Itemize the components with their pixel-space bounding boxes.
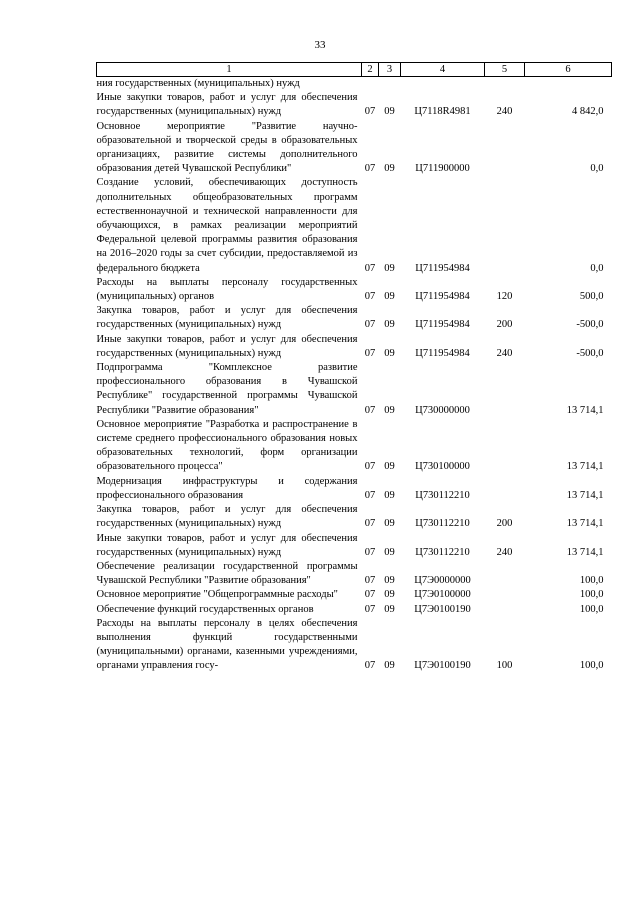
row-expense-type-cell <box>485 418 525 475</box>
row-target-article-cell: Ц730000000 <box>415 404 470 416</box>
row-subsection-cell <box>379 77 401 92</box>
row-amount-cell: 13 714,1 <box>566 489 604 501</box>
column-header-target-article: 4 <box>401 63 485 77</box>
row-expense-type-cell <box>485 361 525 418</box>
row-section-cell: 07 <box>364 404 376 416</box>
column-header-subsection: 3 <box>379 63 401 77</box>
row-subsection-cell: 09 <box>384 106 395 118</box>
page-number: 33 <box>314 39 326 51</box>
row-target-article-cell: Ц7Э0100190 <box>414 660 471 672</box>
row-amount-cell: 500,0 <box>579 291 604 303</box>
row-amount-cell: 13 714,1 <box>566 404 604 416</box>
row-name-cell: Иные закупки товаров, работ и услуг для обеспечения государственных (муниципальных) нужд <box>96 333 358 359</box>
row-expense-type-cell <box>485 588 525 602</box>
table-row <box>97 588 612 602</box>
table-row <box>97 276 612 304</box>
row-section-cell: 07 <box>364 518 376 530</box>
budget-table <box>96 62 612 674</box>
row-name-cell: Расходы на выплаты персоналу государственных (муниципальных) органов <box>96 276 358 303</box>
table-row <box>97 418 612 475</box>
row-name-cell: Создание условий, обеспечивающих доступность дополнительных общеобразовательных программ естественнонаучной и технической направленности для обучающихся, в рамках реализации мероприятий Федеральной целевой программы развития образования на 2016–2020 годы за счет субсидии, предоставляемой из федерального бюджета <box>96 177 358 274</box>
row-target-article-cell: Ц730112210 <box>415 546 470 558</box>
row-name-cell: Основное мероприятие "Развитие научно-образовательной и творческой среды в образовательных организациях, развитие системы дополнительного образования детей Чувашской Республики" <box>96 120 358 175</box>
row-name-cell: ния государственных (муниципальных) нужд <box>96 78 300 89</box>
row-name-cell: Закупка товаров, работ и услуг для обеспечения государственных (муниципальных) нужд <box>96 305 358 331</box>
row-expense-type-cell: 240 <box>496 106 513 118</box>
table-row <box>97 603 612 617</box>
row-expense-type-cell <box>485 120 525 177</box>
row-subsection-cell: 09 <box>384 319 395 331</box>
row-target-article-cell: Ц730100000 <box>415 461 470 473</box>
row-target-article-cell: Ц7118R4981 <box>414 106 471 118</box>
table-row <box>97 304 612 332</box>
row-target-article-cell <box>401 77 485 92</box>
row-section-cell: 07 <box>364 660 376 672</box>
row-name-cell: Основное мероприятие "Общепрограммные расходы" <box>96 589 338 601</box>
column-header-amount: 6 <box>525 63 612 77</box>
row-expense-type-cell <box>485 560 525 588</box>
table-row <box>97 617 612 674</box>
column-header-name: 1 <box>97 63 362 77</box>
row-expense-type-cell: 100 <box>496 660 513 672</box>
table-row <box>97 503 612 531</box>
row-target-article-cell: Ц7Э0100000 <box>414 589 471 601</box>
table-row <box>97 560 612 588</box>
row-subsection-cell: 09 <box>384 589 395 601</box>
row-section-cell: 07 <box>364 319 376 331</box>
row-target-article-cell: Ц711954984 <box>415 319 470 331</box>
table-row <box>97 475 612 503</box>
row-expense-type-cell: 240 <box>496 546 513 558</box>
row-subsection-cell: 09 <box>384 518 395 530</box>
table-row <box>97 120 612 177</box>
row-amount-cell: 100,0 <box>579 575 604 587</box>
row-amount-cell: 13 714,1 <box>566 518 604 530</box>
table-header-row <box>97 63 612 77</box>
row-section-cell: 07 <box>364 489 376 501</box>
row-expense-type-cell <box>485 77 525 92</box>
row-expense-type-cell <box>485 475 525 503</box>
row-amount-cell: -500,0 <box>576 319 604 331</box>
row-amount-cell: 4 842,0 <box>572 106 604 118</box>
row-expense-type-cell: 200 <box>496 518 513 530</box>
row-target-article-cell: Ц730112210 <box>415 489 470 501</box>
table-row <box>97 77 612 92</box>
row-subsection-cell: 09 <box>384 546 395 558</box>
row-target-article-cell: Ц7Э0000000 <box>414 575 471 587</box>
table-row <box>97 91 612 119</box>
row-section-cell: 07 <box>364 461 376 473</box>
row-name-cell: Расходы на выплаты персоналу в целях обеспечения выполнения функций государственными (муниципальными) органами, казенными учреждениями, органами управления госу- <box>96 617 358 672</box>
row-subsection-cell: 09 <box>384 660 395 672</box>
row-amount-cell: 100,0 <box>579 603 604 615</box>
row-subsection-cell: 09 <box>384 575 395 587</box>
table-body <box>97 77 612 674</box>
table-row <box>97 333 612 361</box>
row-subsection-cell: 09 <box>384 489 395 501</box>
row-target-article-cell: Ц711954984 <box>415 262 470 274</box>
table-row <box>97 176 612 275</box>
row-amount-cell <box>525 77 612 92</box>
column-header-expense-type: 5 <box>485 63 525 77</box>
row-target-article-cell: Ц711900000 <box>415 163 470 175</box>
row-name-cell: Обеспечение функций государственных органов <box>96 603 314 615</box>
row-amount-cell: 13 714,1 <box>566 461 604 473</box>
row-subsection-cell: 09 <box>384 347 395 359</box>
row-section-cell: 07 <box>364 262 376 274</box>
row-subsection-cell: 09 <box>384 163 395 175</box>
row-name-cell: Модернизация инфраструктуры и содержания профессионального образования <box>96 475 358 501</box>
row-subsection-cell: 09 <box>384 291 395 303</box>
row-name-cell: Обеспечение реализации государственной программы Чувашской Республики "Развитие образования" <box>96 560 358 587</box>
row-section-cell: 07 <box>364 106 376 118</box>
row-amount-cell: 100,0 <box>579 589 604 601</box>
row-expense-type-cell <box>485 603 525 617</box>
row-section-cell: 07 <box>364 603 376 615</box>
row-name-cell: Основное мероприятие "Разработка и распространение в системе среднего профессионального образования новых образовательных технологий, форм организации образовательного процесса" <box>96 418 358 473</box>
row-subsection-cell: 09 <box>384 461 395 473</box>
row-section-cell <box>362 77 379 92</box>
row-target-article-cell: Ц711954984 <box>415 347 470 359</box>
row-section-cell: 07 <box>364 575 376 587</box>
row-name-cell: Закупка товаров, работ и услуг для обеспечения государственных (муниципальных) нужд <box>96 504 358 530</box>
row-name-cell: Иные закупки товаров, работ и услуг для обеспечения государственных (муниципальных) нужд <box>96 92 358 118</box>
row-section-cell: 07 <box>364 546 376 558</box>
row-expense-type-cell <box>485 176 525 275</box>
row-amount-cell: 0,0 <box>590 262 604 274</box>
row-subsection-cell: 09 <box>384 404 395 416</box>
row-amount-cell: 13 714,1 <box>566 546 604 558</box>
table-row <box>97 361 612 418</box>
row-expense-type-cell: 200 <box>496 319 513 331</box>
row-expense-type-cell: 240 <box>496 347 513 359</box>
row-section-cell: 07 <box>364 347 376 359</box>
row-section-cell: 07 <box>364 163 376 175</box>
table-row <box>97 532 612 560</box>
row-amount-cell: 0,0 <box>590 163 604 175</box>
row-subsection-cell: 09 <box>384 603 395 615</box>
row-name-cell: Иные закупки товаров, работ и услуг для обеспечения государственных (муниципальных) нужд <box>96 532 358 558</box>
row-name-cell: Подпрограмма "Комплексное развитие профессионального образования в Чувашской Республике" государственной программы Чувашской Республики "Развитие образования" <box>96 362 358 416</box>
row-section-cell: 07 <box>364 291 376 303</box>
row-amount-cell: 100,0 <box>579 660 604 672</box>
row-target-article-cell: Ц730112210 <box>415 518 470 530</box>
column-header-section: 2 <box>362 63 379 77</box>
row-section-cell: 07 <box>364 589 376 601</box>
row-target-article-cell: Ц711954984 <box>415 291 470 303</box>
row-target-article-cell: Ц7Э0100190 <box>414 603 471 615</box>
row-expense-type-cell: 120 <box>496 291 513 303</box>
row-subsection-cell: 09 <box>384 262 395 274</box>
row-amount-cell: -500,0 <box>576 347 604 359</box>
